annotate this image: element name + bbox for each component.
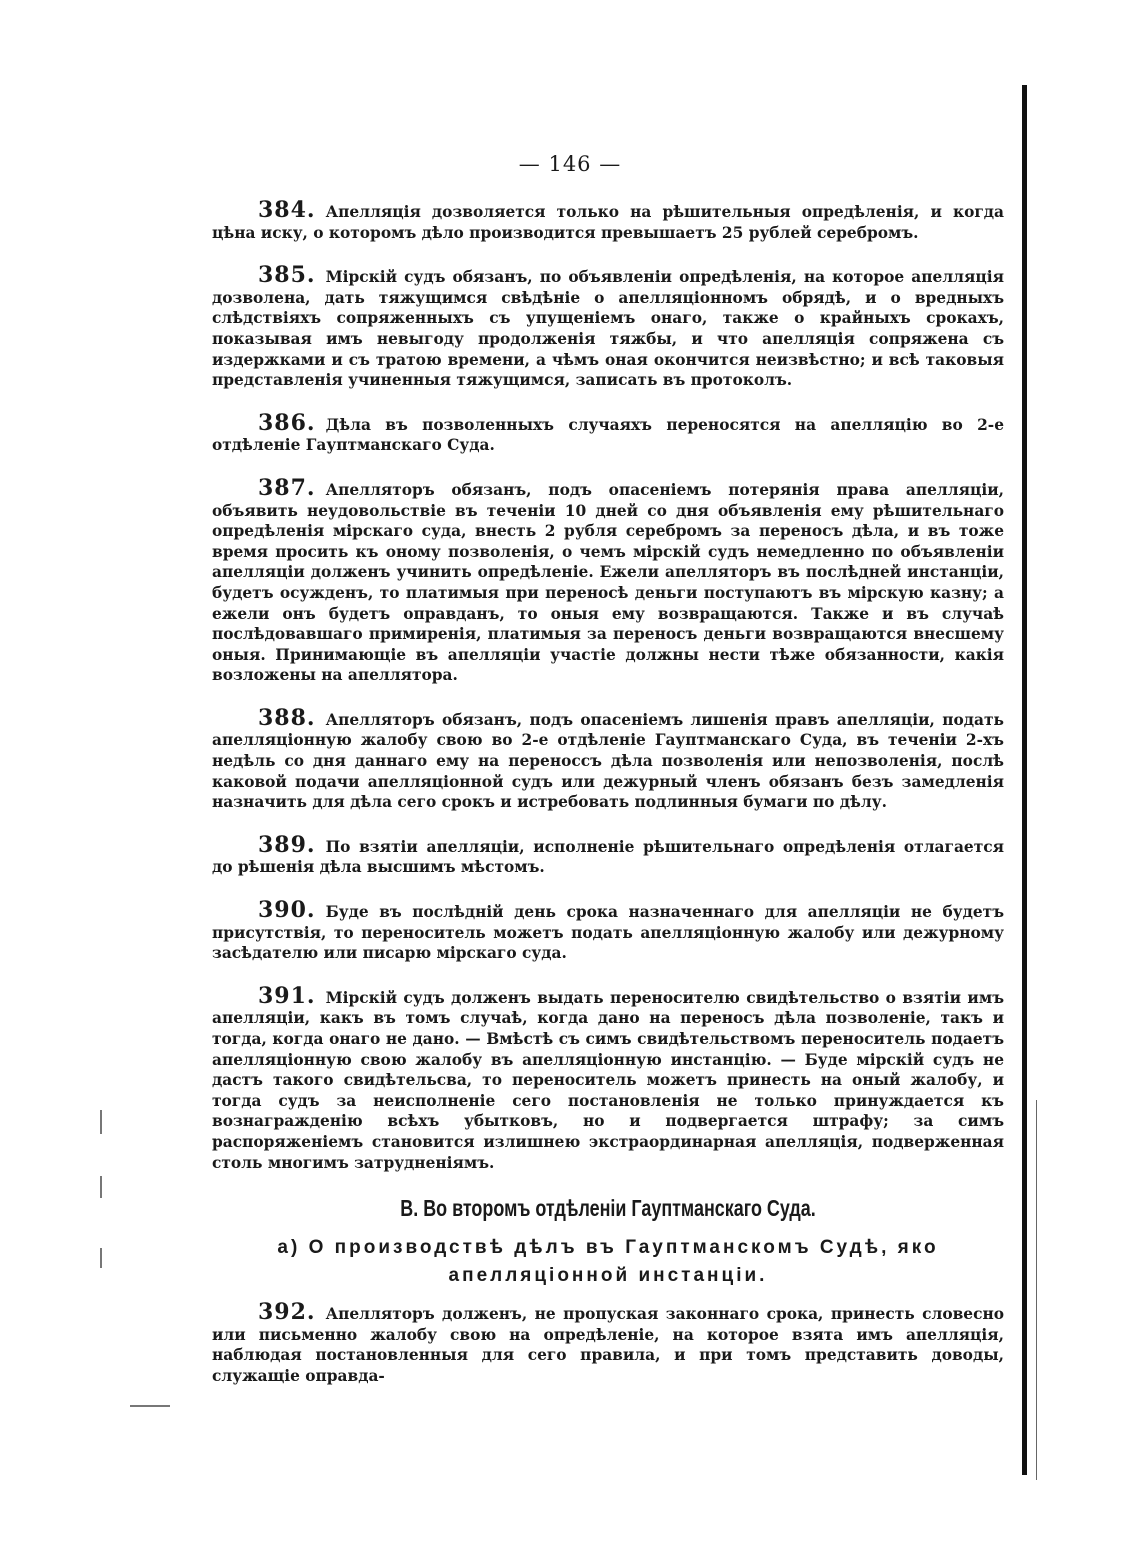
article-385 [212, 262, 1004, 391]
article-387 [212, 474, 1004, 686]
article-386 [212, 409, 1004, 456]
article-388 [212, 704, 1004, 813]
article-391 [212, 982, 1004, 1173]
article-text: По взятіи апелляціи, исполненіе рѣшительнаго опредѣленія отлагается до рѣшенія дѣла высшимъ мѣстомъ. [212, 837, 1004, 877]
article-text: Буде въ послѣдній день срока назначеннаго для апелляціи не будетъ присутствія, то переноситель можетъ подать апелляціонную жалобу или дежурному засѣдателю или писарю мірскаго суда. [212, 903, 1004, 963]
margin-mark [100, 1110, 102, 1134]
article-number: 391. [258, 982, 316, 1009]
page-number: — 146 — [518, 152, 622, 176]
article-number: 386. [258, 409, 316, 436]
article-384 [212, 197, 1004, 243]
margin-mark [130, 1405, 170, 1407]
article-text: Мірскій судъ долженъ выдать переносителю свидѣтельство о взятіи имъ апелляціи, какъ въ томъ случаѣ, когда дано на переносъ дѣла позволеніе, такъ и тогда, когда онаго не дано. — Вмѣстѣ съ симъ свидѣтельствомъ переноситель подаетъ апелляціонную свою жалобу въ апелляціонную инстанцію. — Буде мірскій судъ не дастъ такого свидѣтельсва, то переноситель можетъ принесть на оный жалобу, и тогда судъ за неисполненіе сего постановленія не только принуждается къ вознагражденію всѣхъ убытковъ, но и подвергается штрафу; за симъ распоряженіемъ становится излишнею экстраординарная апелляція, подверженная столь многимъ затрудненіямъ. [212, 988, 1004, 1172]
page-edge-line [1022, 85, 1027, 1475]
article-text: Апелляторъ обязанъ, подъ опасеніемъ лишенія правъ апелляціи, подать апелляціонную жалобу свою во 2-е отдѣленіе Гауптманскаго Суда, въ теченіи 2-хъ недѣль со дня даннаго ему на переноссъ дѣла позволенія или непозволенія, послѣ каковой подачи апелляціонной судъ или дежурный членъ обязанъ безъ замедленія назначить для дѣла сего срокъ и истребовать подлинныя бумаги по дѣлу. [212, 710, 1004, 812]
article-389 [212, 831, 1004, 878]
section-subheading: а) О производствѣ дѣлъ въ Гауптманскомъ Судѣ, яко апелляціонной инстанціи. [277, 1237, 939, 1287]
article-number: 387. [258, 474, 316, 501]
article-number: 384. [258, 197, 316, 223]
margin-mark [100, 1248, 102, 1268]
article-text: Апелляторъ обязанъ, подъ опасеніемъ потерянія права апелляціи, объявить неудовольствіе въ теченіи 10 дней со дня объявленія ему рѣшительнаго опредѣленія мірскаго суда, внесть 2 рубля серебромъ за переносъ дѣла, и въ тоже время просить къ оному позволенія, о чемъ мірскій судъ немедленно по объявленіи апелляціи долженъ учинить опредѣленіе. Ежели апелляторъ въ послѣдней инстанціи, будетъ осужденъ, то платимыя при переносѣ деньги поступаютъ въ мірскую казну; а ежели онъ будетъ оправданъ, то оныя ему возвращаются. Также и въ случаѣ послѣдовавшаго примиренія, платимыя за переносъ деньги возвращаются внесшему оныя. Принимающіе въ апелляціи участіе должны нести тѣже обязанности, какія возложены на апеллятора. [212, 480, 1004, 685]
margin-mark [100, 1176, 102, 1198]
article-number: 392. [258, 1299, 316, 1326]
article-text: Мірскій судъ обязанъ, по объявленіи опредѣленія, на которое апелляція дозволена, дать тяжущимся свѣдѣніе о апелляціонномъ обрядѣ, и о вредныхъ слѣдствіяхъ сопряженныхъ съ упущеніемъ онаго, также о крайныхъ срокахъ, показывая имъ невыгоду продолженія тяжбы, и что апелляція сопряжена съ издержками и съ тратою времени, а чѣмъ оная окончится неизвѣстно; и всѣ таковыя представленія учиненныя тяжущимся, записать въ протоколъ. [212, 268, 1004, 390]
article-392 [212, 1299, 1004, 1386]
article-number: 389. [258, 831, 316, 858]
article-number: 385. [258, 262, 316, 289]
article-number: 388. [258, 704, 316, 731]
article-number: 390. [258, 897, 316, 924]
page-edge-thin-line [1036, 1100, 1037, 1480]
article-text: Дѣла въ позволенныхъ случаяхъ переносятся на апелляцію во 2-е отдѣленіе Гауптманскаго Суда. [212, 415, 1004, 455]
document-body [212, 197, 1004, 1409]
article-text: Апелляторъ долженъ, не пропуская законнаго срока, принесть словесно или письменно жалобу свою на опредѣленіе, на которое взята имъ апелляція, наблюдая постановленныя для сего правила, и при томъ представить доводы, служащіе оправда- [212, 1305, 1004, 1385]
article-text: Апелляція дозволяется только на рѣшительныя опредѣленія, и когда цѣна иску, о которомъ дѣло производится превышаетъ 25 рублей серебромъ. [212, 203, 1004, 242]
section-heading: B. Во второмъ отдѣленіи Гауптманскаго Суда. [400, 1195, 816, 1222]
article-390 [212, 897, 1004, 964]
